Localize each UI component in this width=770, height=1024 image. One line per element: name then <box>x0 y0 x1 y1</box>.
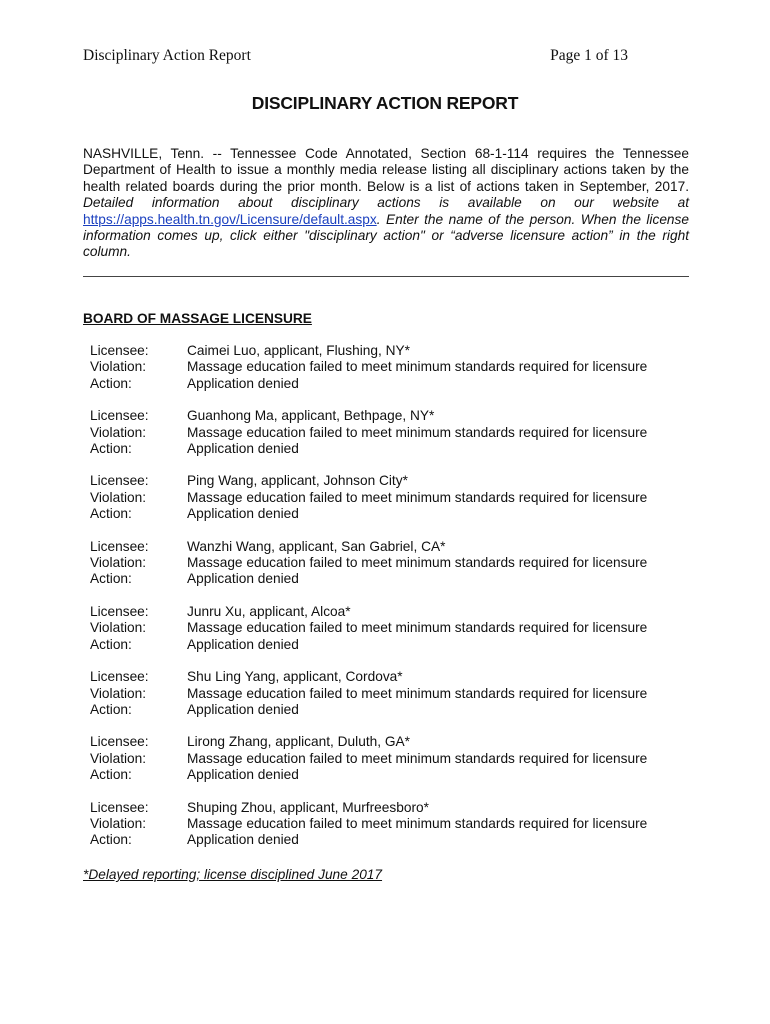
action-label: Action: <box>90 701 132 717</box>
violation-label: Violation: <box>90 620 147 636</box>
violation-label: Violation: <box>90 359 147 375</box>
violation-value: Massage education failed to meet minimum standards required for licensure <box>187 750 648 766</box>
violation-value: Massage education failed to meet minimum standards required for licensure <box>187 685 648 701</box>
licensee-value: Wanzhi Wang, applicant, San Gabriel, CA* <box>187 538 446 554</box>
action-label: Action: <box>90 636 132 652</box>
action-label: Action: <box>90 571 132 587</box>
licensee-label: Licensee: <box>90 734 149 750</box>
violation-label: Violation: <box>90 489 147 505</box>
intro-paragraph <box>83 146 689 261</box>
action-value: Application denied <box>187 767 299 783</box>
action-value: Application denied <box>187 375 299 391</box>
violation-label: Violation: <box>90 555 147 571</box>
licensee-value: Shu Ling Yang, applicant, Cordova* <box>187 669 403 685</box>
licensee-value: Caimei Luo, applicant, Flushing, NY* <box>187 343 410 358</box>
violation-label: Violation: <box>90 424 147 440</box>
section-divider <box>83 276 689 277</box>
action-value: Application denied <box>187 636 299 652</box>
disciplinary-entry <box>90 734 690 783</box>
disciplinary-entry <box>90 408 690 457</box>
header-report-name: Disciplinary Action Report <box>83 47 251 64</box>
violation-label: Violation: <box>90 815 147 831</box>
violation-label: Violation: <box>90 750 147 766</box>
licensee-value: Lirong Zhang, applicant, Duluth, GA* <box>187 734 410 750</box>
licensee-value: Guanhong Ma, applicant, Bethpage, NY* <box>187 408 435 424</box>
disciplinary-entry <box>90 604 690 653</box>
licensee-label: Licensee: <box>90 538 149 554</box>
action-value: Application denied <box>187 506 299 522</box>
intro-details-text: Detailed information about disciplinary actions is available on our website at <box>83 195 689 211</box>
header-page-number: Page 1 of 13 <box>550 47 628 64</box>
footnote: *Delayed reporting; license disciplined June 2017 <box>83 867 383 882</box>
licensee-value: Ping Wang, applicant, Johnson City* <box>187 473 408 489</box>
intro-text: NASHVILLE, Tenn. -- Tennessee Code Annotated, Section 68-1-114 requires the Tennessee Department of Health to issue a monthly media release listing all disciplinary actions taken by the health related boards during the prior month. Below is a list of actions taken in September, 2017. <box>83 146 689 194</box>
action-value: Application denied <box>187 571 299 587</box>
licensee-label: Licensee: <box>90 343 149 358</box>
disciplinary-entry <box>90 473 690 522</box>
licensee-value: Shuping Zhou, applicant, Murfreesboro* <box>187 799 429 815</box>
licensee-label: Licensee: <box>90 473 149 489</box>
violation-value: Massage education failed to meet minimum standards required for licensure <box>187 359 648 375</box>
violation-value: Massage education failed to meet minimum standards required for licensure <box>187 815 648 831</box>
action-label: Action: <box>90 506 132 522</box>
licensee-label: Licensee: <box>90 669 149 685</box>
action-label: Action: <box>90 375 132 391</box>
licensure-website-link[interactable]: https://apps.health.tn.gov/Licensure/default.aspx <box>83 211 377 227</box>
running-header <box>83 47 628 65</box>
disciplinary-entry <box>90 669 690 718</box>
document-title: DISCIPLINARY ACTION REPORT <box>251 93 519 113</box>
violation-label: Violation: <box>90 685 147 701</box>
action-value: Application denied <box>187 441 299 457</box>
licensee-label: Licensee: <box>90 799 149 815</box>
violation-value: Massage education failed to meet minimum standards required for licensure <box>187 424 648 440</box>
licensee-label: Licensee: <box>90 603 149 619</box>
violation-value: Massage education failed to meet minimum standards required for licensure <box>187 555 648 571</box>
action-label: Action: <box>90 441 132 457</box>
intro-instructions-text: . Enter the name of the person. When the license information comes up, click either "disciplinary action" or “adverse licensure action” in the right column. <box>83 211 689 260</box>
licensee-value: Junru Xu, applicant, Alcoa* <box>187 603 351 619</box>
disciplinary-entry <box>90 343 690 392</box>
action-label: Action: <box>90 767 132 783</box>
licensee-label: Licensee: <box>90 408 149 424</box>
action-value: Application denied <box>187 701 299 717</box>
board-heading: BOARD OF MASSAGE LICENSURE <box>83 311 312 326</box>
violation-value: Massage education failed to meet minimum standards required for licensure <box>187 489 648 505</box>
disciplinary-entry <box>90 800 690 849</box>
disciplinary-entry <box>90 539 690 588</box>
action-label: Action: <box>90 832 132 848</box>
violation-value: Massage education failed to meet minimum standards required for licensure <box>187 620 648 636</box>
action-value: Application denied <box>187 832 299 848</box>
entry-list <box>90 343 690 865</box>
